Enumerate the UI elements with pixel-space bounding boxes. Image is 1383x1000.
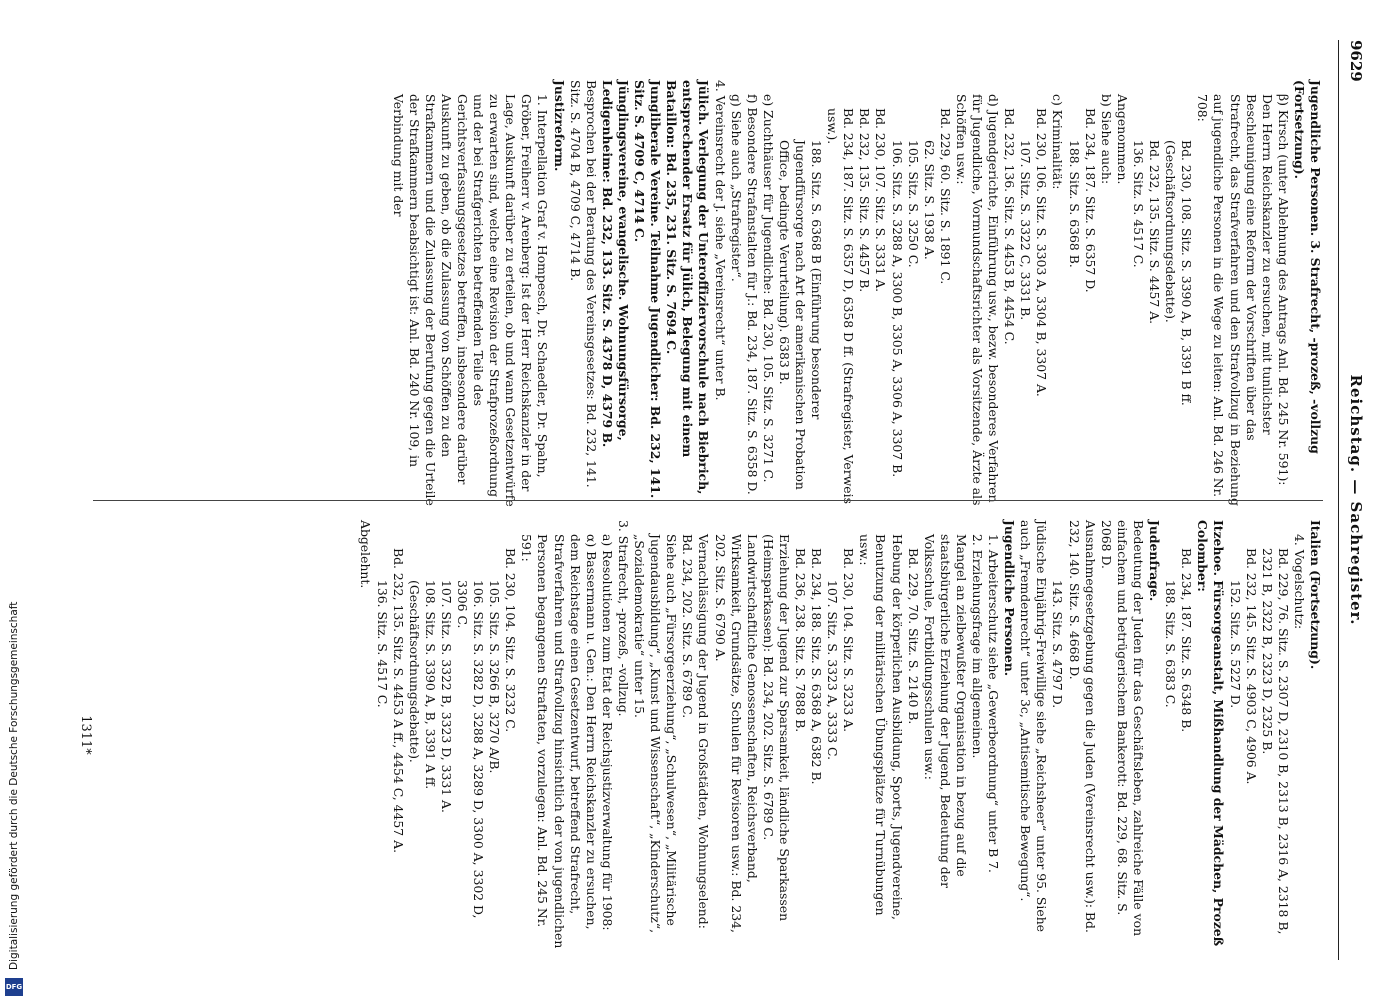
index-entry: Jugendliche Personen. 3. Strafrecht, -prozeß, -vollzug (Fortsetzung). <box>1291 80 1323 459</box>
index-entry: Hebung der körperlichen Ausbildung, Sports, Jugendvereine, Benutzung der militärischen Übungsplätze für Turnübungen usw.: <box>857 534 905 924</box>
index-entry: Bd. 232, 135. Sitz. S. 4457 A. <box>1147 140 1163 325</box>
index-entry: Italien (Fortsetzung). <box>1308 520 1323 670</box>
index-entry: c) Kriminalität: <box>1050 94 1066 190</box>
index-entry: Vernachlässigung der Jugend in Großstädten, Wohnungselend: Bd. 234, 202. Sitz. S. 6789 C. <box>680 534 712 933</box>
index-entry: Bd. 229, 60. Sitz. S. 1891 C. <box>937 108 953 285</box>
page-footer-number: 1311* <box>78 715 93 755</box>
index-entry: a) Resolutionen zum Etat der Reichsjustizverwaltung für 1908: <box>599 534 615 931</box>
index-entry: 4. Vogelschutz: <box>1291 534 1307 630</box>
index-entry: Besprochen bei der Beratung des Vereinsgesetzes: Bd. 232, 141. Sitz. S. 4704 B, 4709 C, 4714 B. <box>567 80 599 492</box>
index-entry: Bedeutung der Juden für das Geschäftsleben, zahlreiche Fälle von einfachem und betrügerischem Bankerott: Bd. 229, 68. Sitz. S. 2068 D. <box>1098 520 1146 941</box>
index-entry: Jünglingsvereine, evangelische. Wohnungsfürsorge, Ledigenheime: Bd. 232, 133. Sitz. S. 4378 D, 4379 B. <box>599 80 631 448</box>
index-entry: 188. Sitz. S. 6383 C. <box>1163 580 1179 708</box>
index-entry: Bd. 230, 106. Sitz. S. 3303 A, 3304 B, 3307 A. <box>1034 108 1050 397</box>
index-entry: 143. Sitz. S. 4797 D. <box>1050 580 1066 709</box>
index-entry: Bd. 236, 238. Sitz. S. 7888 B. <box>793 548 808 733</box>
index-entry: 1. Arbeiterschutz siehe „Gewerbeordnung“ unter B 7. <box>986 534 1002 873</box>
index-entry: Bd. 230, 107. Sitz. S. 3331 A. <box>873 108 889 293</box>
index-entry: Bd. 234, 187. Sitz. S. 6357 D. <box>1082 108 1098 293</box>
index-entry: d) Jugendgerichte, Einführung usw., bezw. besonderes Verfahren für Jugendliche, Vormundschaftsrichter als Vorsitzende, Ärzte als Schöffen usw.: <box>953 94 1002 510</box>
index-entry: e) Zuchthäuser für Jugendliche: Bd. 230, 105. Sitz. S. 3271 C. <box>760 94 776 483</box>
digitization-credit: Digitalisierung gefördert durch die Deutsche Forschungsgemeinschaft <box>8 601 20 970</box>
index-entry: 2. Erziehungsfrage im allgemeinen. <box>970 534 986 759</box>
index-entry: 136. Sitz. S. 4517 C. <box>1130 140 1146 268</box>
index-entry: 106. Sitz. S. 3282 D, 3288 A, 3289 D, 3300 A, 3302 D, 3306 C. <box>455 580 487 923</box>
index-entry: 107. Sitz. S. 3322 C, 3331 B. <box>1018 140 1034 321</box>
dfg-logo-icon: DFG <box>5 978 23 996</box>
index-entry: α) Bassermann u. Gen.: Den Herrn Reichskanzler zu ersuchen, dem Reichstage einen Gesetzentwurf, betreffend Strafrecht, Strafverfahren und Strafvollzug hinsichtlich der von jugendlichen Personen begangenen Straftaten, vorzulegen: Anl. Bd. 245 Nr. 591: <box>519 534 599 953</box>
index-entry: Landwirtschaftliche Genossenschaften, Reichsverband, Wirksamkeit, Grundsätze, Schulen für Revisoren usw.: Bd. 234, 202. Sitz. S. 6790 A. <box>712 534 760 937</box>
left-column <box>390 80 1323 510</box>
index-entry: 105. Sitz. S. 3266 B, 3270 A/B. <box>487 580 503 774</box>
index-entry: 136. Sitz. S. 4517 C. <box>374 580 390 708</box>
index-entry: 188. Sitz. S. 6368 B (Einführung besonderer Jugendfürsorge nach Art der amerikanischen Probation Office, bedingte Verurteilung). 6383 B. <box>776 140 825 494</box>
right-column <box>357 520 1323 953</box>
index-entry: Itzehoe. Fürsorgeanstalt, Mißhandlung der Mädchen, Prozeß Colomber: <box>1195 520 1227 951</box>
index-entry: Justizreform. <box>551 80 567 172</box>
index-entry: 152. Sitz. S. 5227 D. <box>1227 580 1243 709</box>
index-entry: b) Siehe auch: <box>1098 94 1114 185</box>
index-entry: Angenommen. <box>1114 94 1130 185</box>
index-entry: β) Kirsch (unter Ablehnung des Antrags Anl. Bd. 245 Nr. 591): Den Herrn Reichskanzler zu ersuchen, mit tunlichster Beschleunigung eine Reform der Vorschriften über das Strafrecht, das Strafverfahren und den Strafvollzug in Beziehung auf jugendliche Personen in die Wege zu leiten: Anl. Bd. 246 Nr. 708: <box>1195 94 1291 510</box>
index-entry: 107. Sitz. S. 3322 B, 3323 D, 3331 A. <box>438 580 454 813</box>
index-entry: Erziehung der Jugend zur Sparsamkeit, ländliche Sparkassen (Heimsparkassen): Bd. 234, 202. Sitz. S. 6789 C. <box>760 534 792 926</box>
index-entry: Ausnahmegesetzgebung gegen die Juden (Vereinsrecht usw.): Bd. 232, 140. Sitz. S. 4668 D. <box>1066 520 1098 937</box>
index-entry: Bd. 232, 145. Sitz. S. 4903 C, 4906 A. <box>1243 548 1259 785</box>
index-entry: Jugendliche Personen. <box>1002 520 1018 677</box>
index-entry: Judenfrage. <box>1147 520 1163 602</box>
index-entry: Bd. 229, 70. Sitz. S. 2140 B. <box>905 548 921 725</box>
index-entry: 188. Sitz. S. 6368 B. <box>1066 140 1082 268</box>
index-entry: Bd. 229, 76. Sitz. S. 2307 D, 2310 B, 2313 B, 2316 A, 2318 B, 2321 B, 2322 B, 2323 D, 2325 B. <box>1259 548 1291 939</box>
header-page-number: 9629 <box>1347 40 1365 82</box>
column-divider <box>93 500 1323 501</box>
index-entry: Bd. 230, 104. Sitz. S. 3232 C. <box>503 548 519 733</box>
index-entry: Bd. 230, 104. Sitz. S. 3233 A. <box>841 548 857 733</box>
header-title: Reichstag. — Sachregister. <box>1347 374 1365 626</box>
index-entry: Bd. 232, 135. Sitz. S. 4453 A ff., 4454 C, 4457 A. <box>390 548 406 854</box>
index-entry: Bd. 234, 187. Sitz. S. 6348 B. <box>1179 548 1195 733</box>
index-entry: 3. Strafrecht, -prozeß, -vollzug. <box>615 520 631 717</box>
index-entry: Jülich. Verlegung der Unteroffiziervorschule nach Biebrich, entsprechender Ersatz für Jülich, Belegung mit einem Bataillon: Bd. 235, 231. Sitz. S. 7694 C. <box>664 80 712 499</box>
digitization-sidebar <box>2 0 24 1000</box>
index-entry: Bd. 232, 136. Sitz. S. 4453 B, 4454 C. <box>1002 108 1018 345</box>
index-entry: Bd. 234, 188. Sitz. S. 6368 A, 6382 B. <box>809 548 825 785</box>
index-entry: Abgelehnt. <box>358 520 374 589</box>
index-entry: Bd. 232, 135. Sitz. S. 4457 B. <box>857 108 873 293</box>
index-entry: 106. Sitz. S. 3288 A, 3300 B, 3305 A, 3306 A, 3307 B. <box>889 140 905 478</box>
index-entry: Jungliberale Vereine. Teilnahme Jugendlicher: Bd. 232, 141. Sitz. S. 4709 C, 4714 C. <box>632 80 664 503</box>
index-entry: 1. Interpellation Graf v. Hompesch, Dr. Schaedler, Dr. Spahn, Gröber, Freiherr v. Arenberg: Ist der Herr Reichskanzler in der Lage, Auskunft darüber zu erteilen, ob und wann Gesetzentwürfe zu erwarten sind, welche eine Revision der Strafprozeßordnung und der bei Strafgerichten betreffenden Teile des Gerichtsverfassungsgesetzes betreffen, insbesondere darüber Auskunft zu geben, ob die Zulassung von Schöffen zu den Strafkammern und die Zulassung der Berufung gegen die Urteile der Strafkammern beabsichtigt ist: Anl. Bd. 240 Nr. 109, in Verbindung mit der <box>390 94 551 511</box>
index-entry: Mangel an zielbewußter Organisation in bezug auf die staatsbürgerliche Erziehung der Jugend, Bedeutung der Volksschule, Fortbildungsschulen usw.: <box>921 534 969 892</box>
index-entry: Siehe auch „Fürsorgeerziehung“, „Schulwesen“, „Militärische Jugendausbildung“, „Kunst und Wissenschaft“, „Kinderschutz“, „Sozialdemokratie“ unter 15. <box>632 534 680 937</box>
index-entry: 4. Vereinsrecht der J. siehe „Vereinsrecht“ unter B. <box>712 80 728 401</box>
index-entry: Bd. 234, 187. Sitz. S. 6357 D, 6358 D ff. (Strafregister, Verweis usw.). <box>825 108 857 508</box>
header-rule <box>1338 40 1339 960</box>
index-entry: Jüdische Einjährig-Freiwillige siehe „Reichsheer“ unter 95. Siehe auch „Fremdenrecht“ unter 3c, „Antisemitische Bewegung“. <box>1018 520 1050 936</box>
index-entry: 108. Sitz. S. 3390 A, B, 3391 A ff. (Geschäftsordnungsdebatte). <box>406 580 438 794</box>
index-entry: 105. Sitz. S. 3250 C. <box>905 140 921 268</box>
page-header <box>1343 40 1365 960</box>
index-entry: g) Siehe auch „Strafregister“. <box>728 94 744 282</box>
index-entry: Bd. 230, 108. Sitz. S. 3390 A, B, 3391 B ff. (Geschäftsordnungsdebatte). <box>1163 140 1195 410</box>
index-entry: 62. Sitz. S. 1938 A. <box>921 140 937 260</box>
index-entry: 107. Sitz. S. 3323 A, 3333 C. <box>825 580 841 761</box>
index-entry: f) Besondere Strafanstalten für J.: Bd. 234, 187. Sitz. S. 6358 D. <box>744 94 760 495</box>
